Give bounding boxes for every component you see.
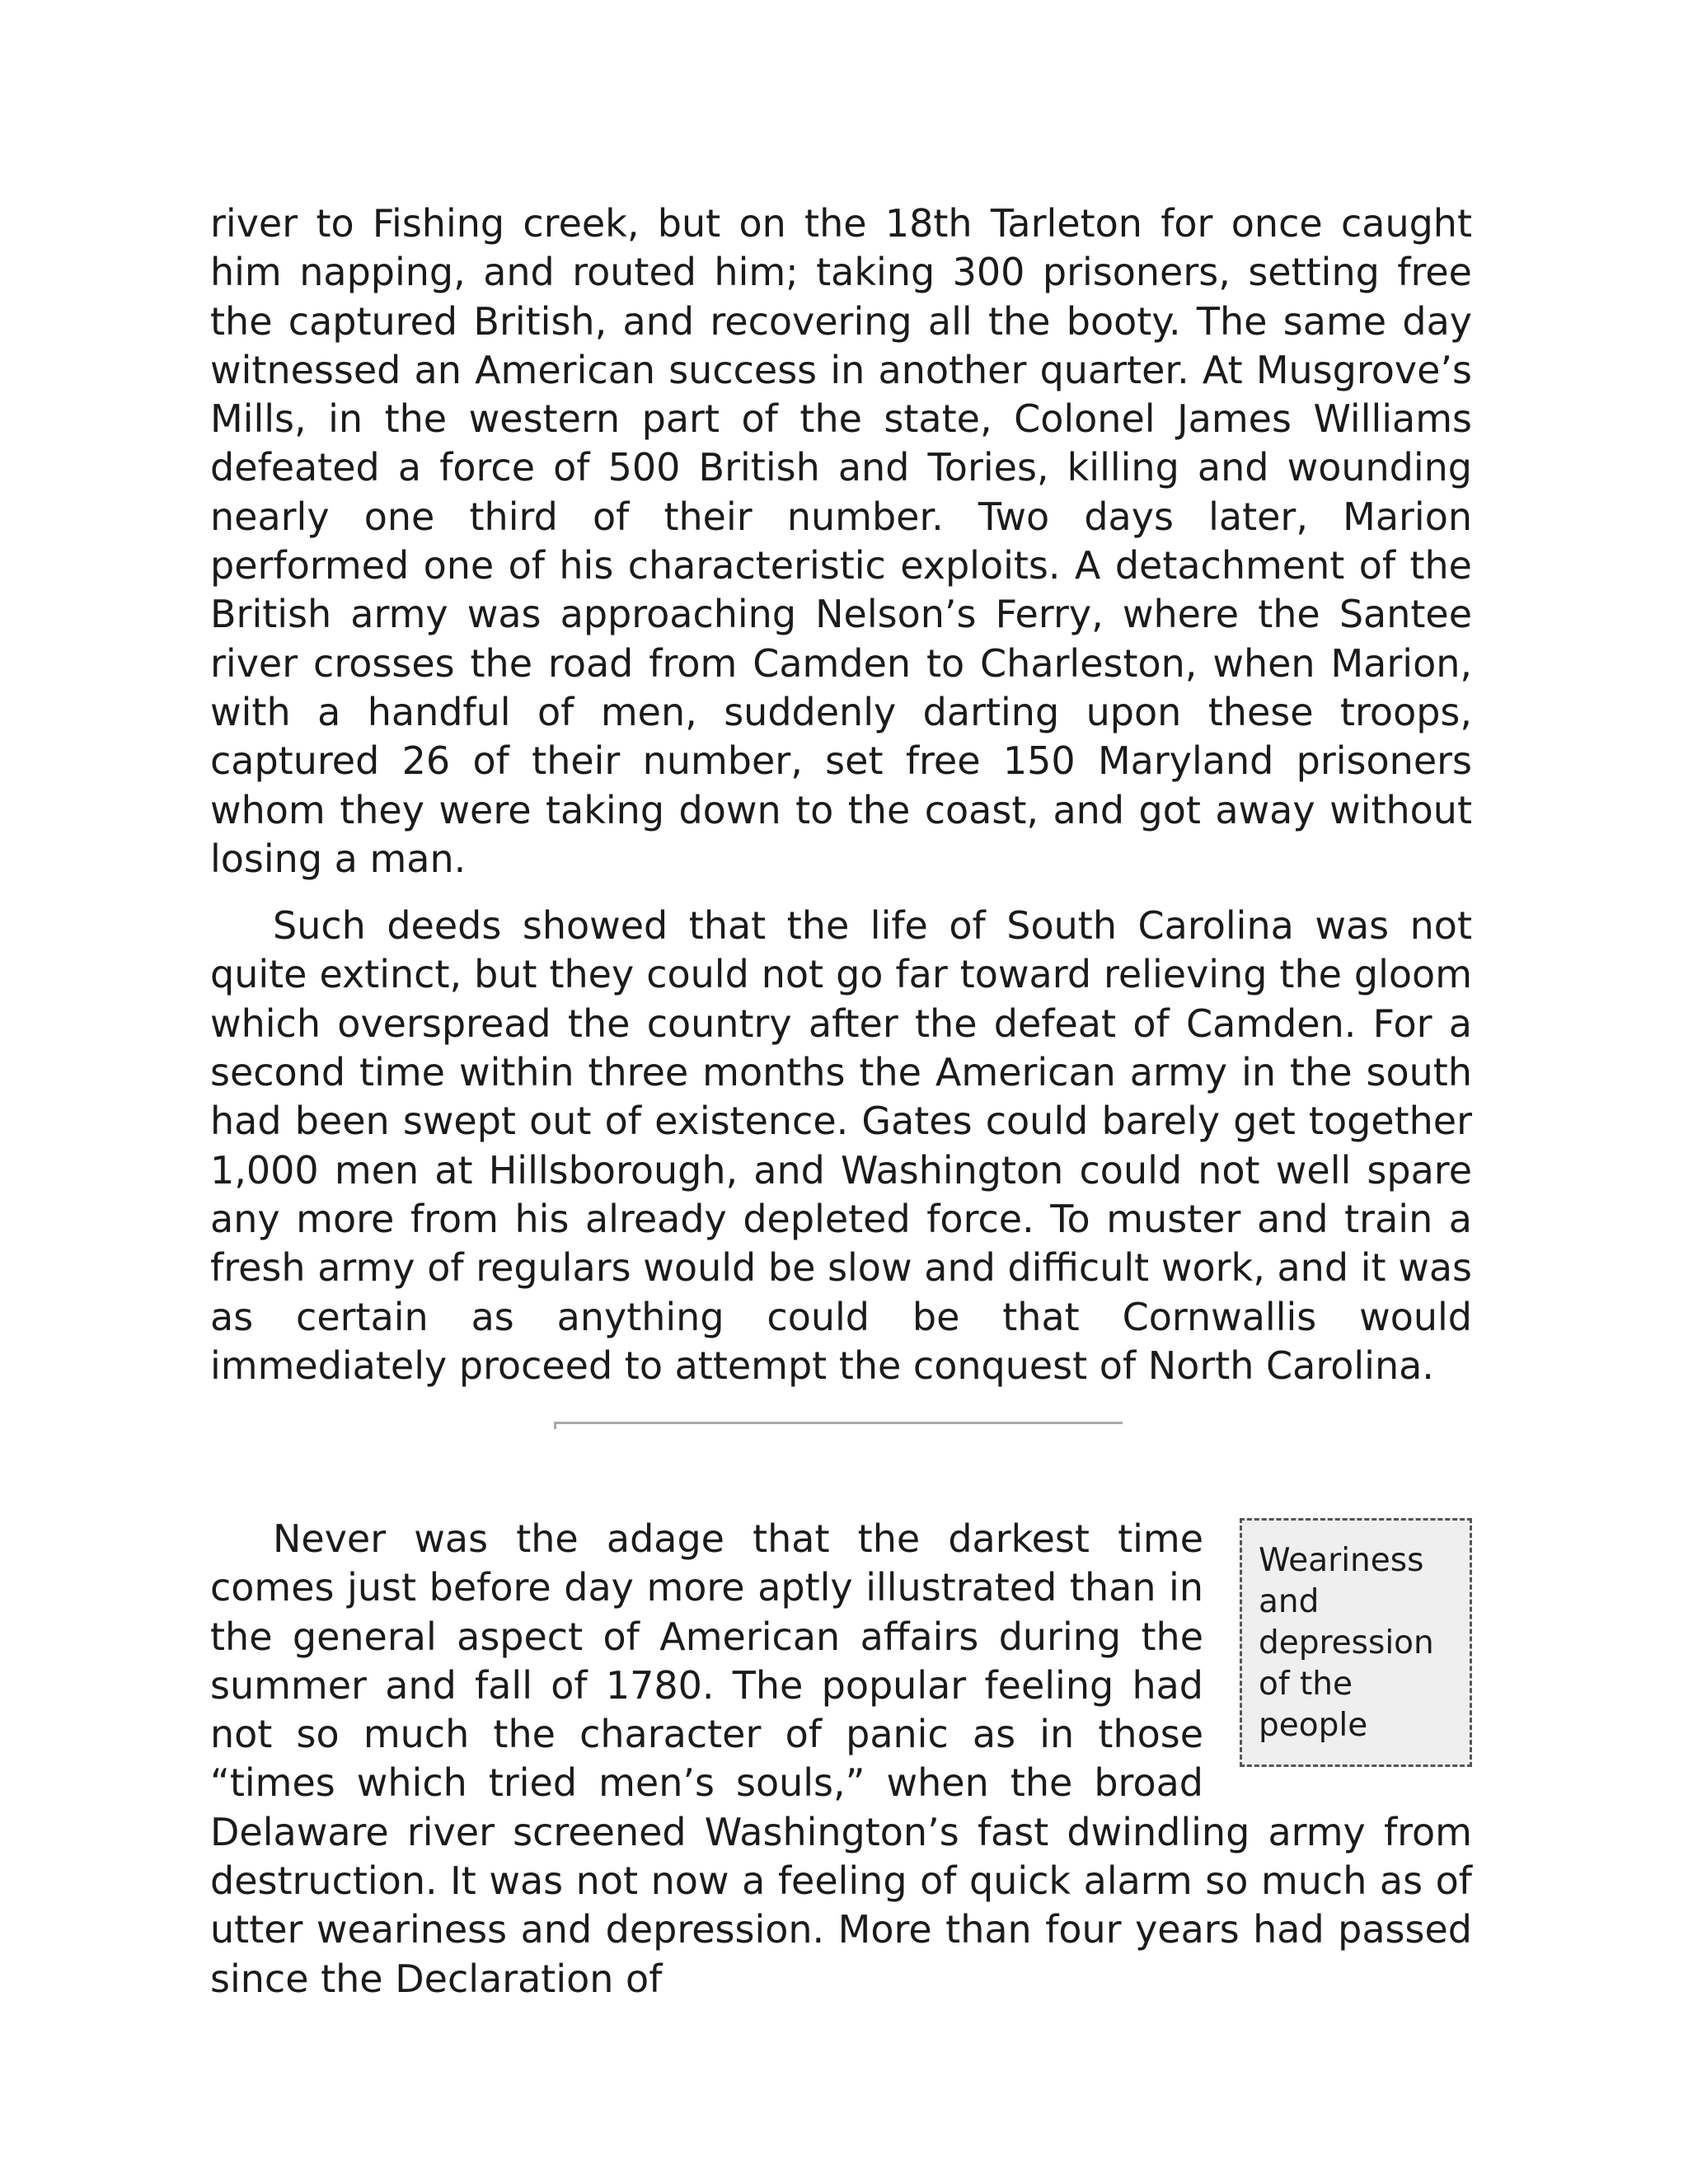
section-two-text <box>210 1515 1472 2004</box>
section-one-text <box>210 199 1472 1390</box>
paragraph-2: Such deeds showed that the life of South Carolina was not quite extinct, but they could not go far toward relieving the gloom which overspread the country after the defeat of Camden. For a second time within three months the American army in the south had been swept out of existence. Gates could barely get together 1,000 men at Hillsborough, and Washington could not well spare any more from his already depleted force. To muster and train a fresh army of regulars would be slow and difficult work, and it was as certain as anything could be that Cornwallis would immediately proceed to attempt the conquest of North Carolina. <box>210 903 1472 1388</box>
margin-note-text: Weariness and depression of the people <box>1259 1542 1434 1744</box>
margin-note <box>1240 1518 1472 1767</box>
paragraph-1: river to Fishing creek, but on the 18th Tarleton for once caught him napping, and routed him; taking 300 prisoners, setting free the captured British, and recovering all the booty. The same day witnessed an American success in another quarter. At Musgrove’s Mills, in the western part of the state, Colonel James Williams defeated a force of 500 British and Tories, killing and wounding nearly one third of their number. Two days later, Marion performed one of his characteristic exploits. A detachment of the British army was approaching Nelson’s Ferry, where the Santee river crosses the road from Camden to Charleston, when Marion, with a handful of men, suddenly darting upon these troops, captured 26 of their number, set free 150 Maryland prisoners whom they were taking down to the coast, and got away without losing a man. <box>210 201 1472 881</box>
paragraph-3: Never was the adage that the darkest time comes just before day more aptly illustrated than in the general aspect of American affairs during the summer and fall of 1780. The popular feeling had not so much the character of panic as in those “times which tried men’s souls,” when the broad Delaware river screened Washington’s fast dwindling army from destruction. It was not now a feeling of quick alarm so much as of utter weariness and depression. More than four years had passed since the Declaration of <box>210 1516 1472 2001</box>
section-divider-tick <box>554 1422 556 1429</box>
section-divider <box>554 1422 1123 1424</box>
